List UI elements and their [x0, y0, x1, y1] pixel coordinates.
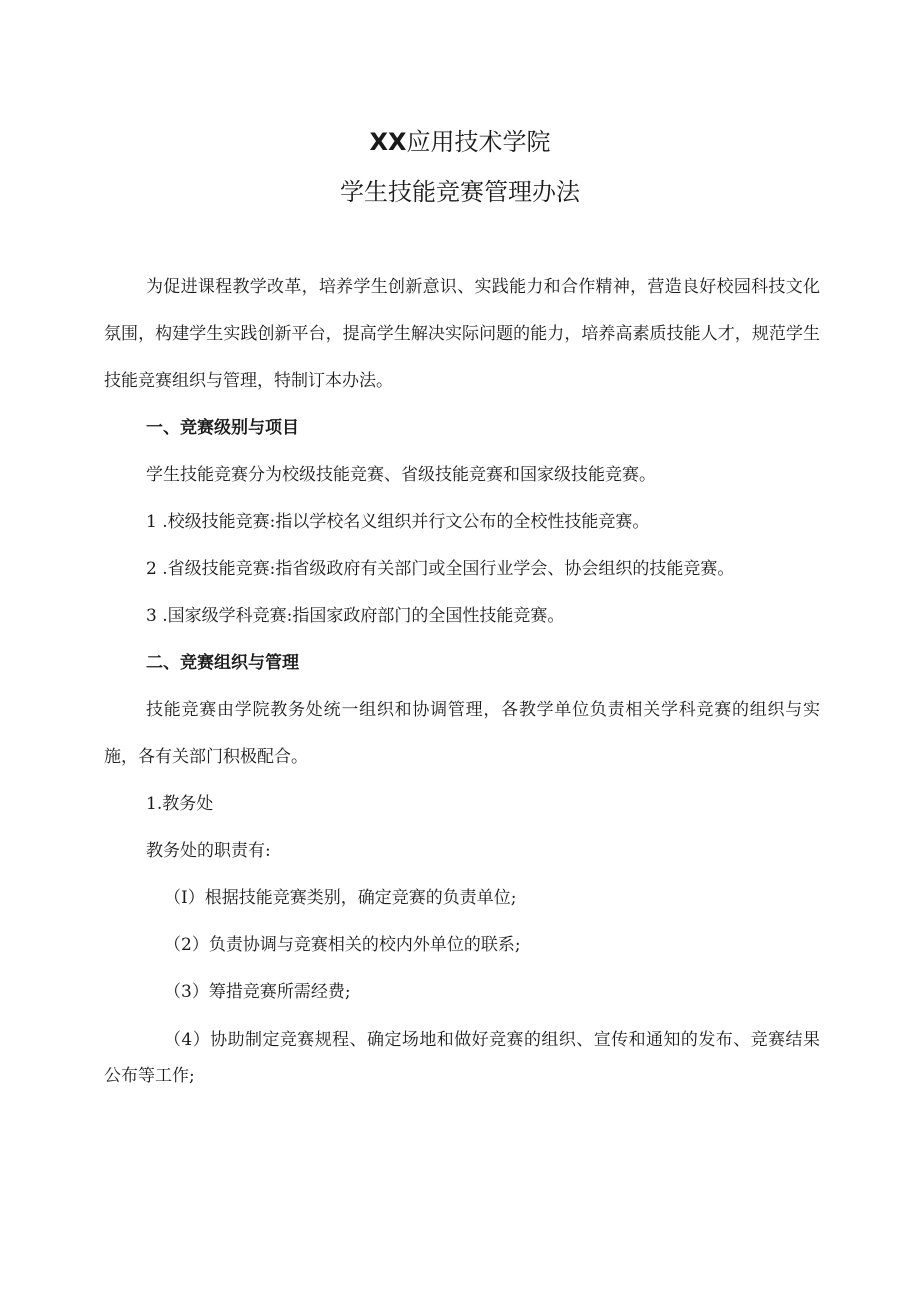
duty-item-1: （I）根据技能竞赛类别，确定竞赛的负责单位;: [164, 888, 517, 908]
section2-sub1: 1.教务处: [146, 794, 214, 814]
section1-lead: 学生技能竞赛分为校级技能竞赛、省级技能竞赛和国家级技能竞赛。: [146, 465, 656, 485]
section1-item2: 2 .省级技能竞赛:指省级政府有关部门或全国行业学会、协会组织的技能竞赛。: [146, 559, 735, 579]
section2-lead: 技能竞赛由学院教务处统一组织和协调管理，各教学单位负责相关学科竞赛的组织与实施，各有关部门积极配合。: [104, 700, 820, 767]
duty-item-4: （4）协助制定竞赛规程、确定场地和做好竞赛的组织、宣传和通知的发布、竞赛结果公布等工作;: [104, 1030, 820, 1086]
duty-item-3: （3）筹措竞赛所需经费;: [164, 982, 351, 1002]
duties-lead: 教务处的职责有:: [146, 841, 271, 861]
document-body: [104, 264, 820, 1094]
section1-item1: 1 .校级技能竞赛:指以学校名义组织并行文公布的全校性技能竞赛。: [146, 512, 650, 532]
section1-heading: 一、竞赛级别与项目: [146, 418, 299, 438]
document-title: [0, 124, 920, 160]
duty-item-2: （2）负责协调与竞赛相关的校内外单位的联系;: [164, 935, 521, 955]
section1-item3: 3 .国家级学科竞赛:指国家政府部门的全国性技能竞赛。: [146, 606, 565, 626]
title-prefix: XX: [369, 128, 407, 156]
section2-heading: 二、竞赛组织与管理: [146, 653, 299, 673]
title-text: 应用技术学院: [406, 128, 551, 156]
document-subtitle: 学生技能竞赛管理办法: [340, 178, 580, 206]
intro-paragraph: 为促进课程教学改革，培养学生创新意识、实践能力和合作精神，营造良好校园科技文化氛围，构建学生实践创新平台，提高学生解决实际问题的能力，培养高素质技能人才，规范学生技能竞赛组织与管理，特制订本办法。: [104, 277, 820, 391]
